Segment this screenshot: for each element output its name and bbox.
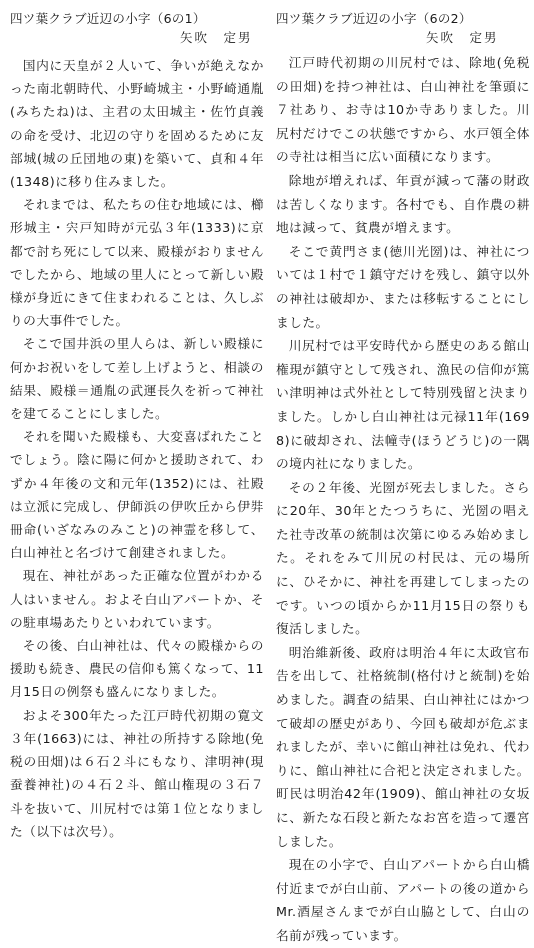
paragraph: その後、白山神社は、代々の殿様からの援助も続き、農民の信仰も篤くなって、11月15日の例祭も盛んになりました。 [10,638,264,700]
paragraph: 川尻村では平安時代から歴史のある館山権現が鎮守として残され、漁民の信仰が篤い津明神は式外社として特別残留と決まりました。しかし白山神社は元禄11年(1698)に破却され、法幢寺(ほうどうじ)の一隅の境内社になりました。 [276,338,530,472]
article-title: 四ツ葉クラブ近辺の小字（6の1） [10,11,206,26]
paragraph: そこで国井浜の里人らは、新しい殿様に何かお祝いをして差し上げようと、相談の結果、殿様＝通胤の武運長久を祈って神社を建てることにしました。 [10,336,264,422]
paragraph: 明治維新後、政府は明治４年に太政官布告を出して、社格統制(格付けと統制)を始めました。調査の結果、白山神社にはかつて破却の歴史があり、今回も破却が危ぶまれましたが、幸いに館山神社は免れ、代わりに、館山神社に合祀と決定されました。町民は明治42年(1909)、館山神社の女坂に、新たな石段と新たなお宮を造って遷宮しました。 [276,644,530,849]
paragraph: 除地が増えれば、年貢が減って藩の財政は苦しくなります。各村でも、自作農の耕地は減って、貧農が増えます。 [276,172,530,236]
paragraph: その２年後、光圀が死去しました。さらに20年、30年とたつうちに、光圀の唱えた社寺改革の統制は次第にゆるみ始めました。それをみて川尻の村民は、元の場所に、ひそかに、神社を再建してしまったのです。いつの頃からか11月15日の祭りも復活しました。 [276,479,530,637]
paragraph: そこで黄門さま(徳川光圀)は、神社については１村で１鎮守だけを残し、鎮守以外の神社は破却か、または移転することにしました。 [276,243,530,330]
paragraph: 現在の小字で、白山アパートから白山橋付近までが白山前、アパートの後の道からMr.酒屋さんまでが白山脇として、白山の名前が残っています。 [276,857,530,943]
paragraph: 国内に天皇が２人いて、争いが絶えなかった南北朝時代、小野崎城主・小野崎通胤(みちたね)は、主君の太田城主・佐竹貞義の命を受け、北辺の守りを固めるために友部城(城の丘団地の東)を築いて、貞和４年(1348)に移り住みました。 [10,58,264,190]
paragraph: およそ300年たった江戸時代初期の寛文３年(1663)には、神社の所持する除地(免税の田畑)は６石２斗にもなり、津明神(現蚕養神社)の４石２斗、館山権現の３石７斗を抜いて、川尻村では第１位となりました（以下は次号）。 [10,707,264,839]
paragraph: 江戸時代初期の川尻村では、除地(免税の田畑)を持つ神社は、白山神社を筆頭に７社あり、お寺は10か寺ありました。川尻村だけでこの状態ですから、水戸領全体の寺社は相当に広い面積になります。 [276,55,530,165]
paragraph: 現在、神社があった正確な位置がわかる人はいません。およそ白山アパートか、その駐車場あたりといわれています。 [10,568,264,630]
article-author: 矢吹 定男 [180,30,253,45]
paragraph: それを聞いた殿様も、大変喜ばれたことでしょう。陰に陽に何かと援助されて、わずか４年後の文和元年(1352)には、社殿は立派に完成し、伊師浜の伊吹丘から伊弉冊命(いざなみのみこと)の神霊を移して、白山神社と名づけて創建されました。 [10,429,264,561]
left-article [10,10,264,843]
article-title: 四ツ葉クラブ近辺の小字（6の2） [276,11,472,26]
article-author: 矢吹 定男 [426,30,499,45]
right-article [276,10,530,948]
paragraph: それまでは、私たちの住む地域には、櫛形城主・宍戸知時が元弘３年(1333)に京都で討ち死にして以来、殿様がおりませんでしたから、地域の里人にとって新しい殿様が身近にきて住まわれることは、久しぶりの大事件でした。 [10,197,264,329]
